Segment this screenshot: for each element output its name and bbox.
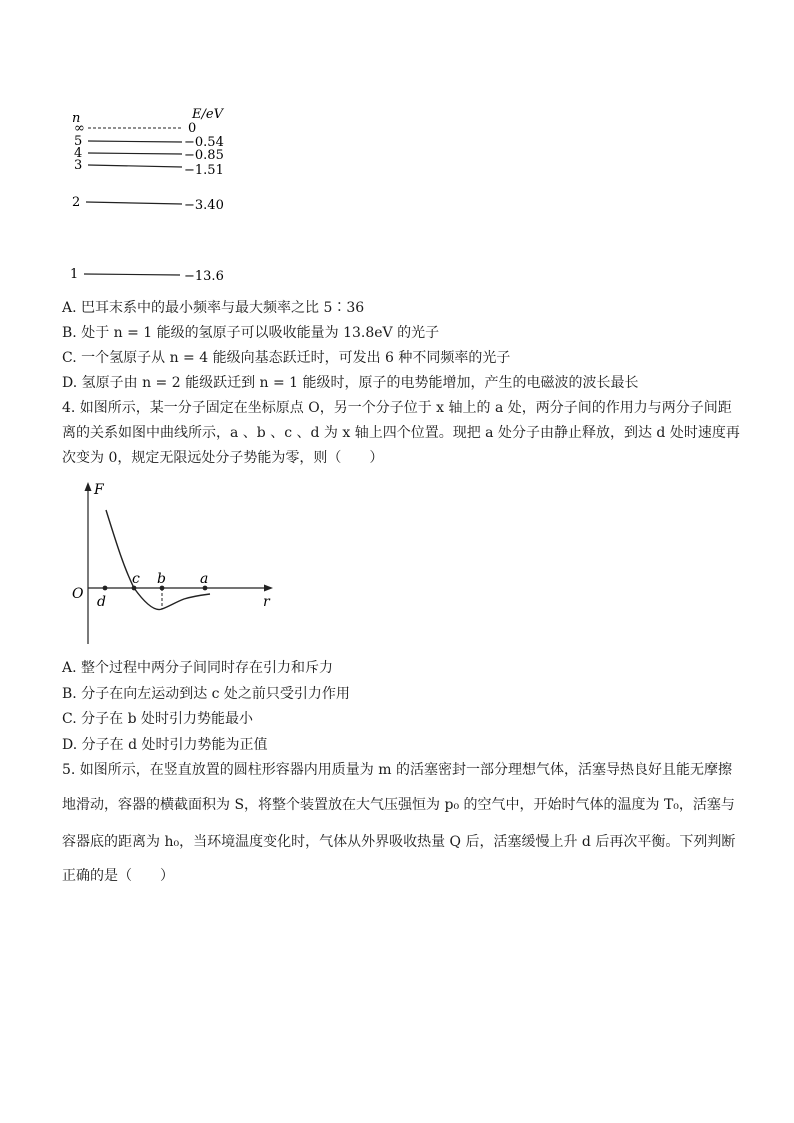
q4-option-b: B. 分子在向左运动到达 c 处之前只受引力作用 xyxy=(62,686,350,702)
level-line xyxy=(88,141,182,142)
point-d xyxy=(103,586,108,591)
level-n-label: 4 xyxy=(74,146,83,161)
q5-stem-line: 5. 如图所示，在竖直放置的圆柱形容器内用质量为 m 的活塞密封一部分理想气体，活塞导热良好且能无摩擦 xyxy=(62,762,732,778)
force-curve xyxy=(106,510,210,610)
q5-stem-line: 正确的是（ ） xyxy=(62,868,174,884)
level-line xyxy=(86,202,182,204)
q4-option-a: A. 整个过程中两分子间同时存在引力和斥力 xyxy=(62,660,334,676)
q4-stem-line: 离的关系如图中曲线所示，a 、b 、c 、d 为 x 轴上四个位置。现把 a 处分子由静止释放，到达 d 处时速度再 xyxy=(62,425,740,441)
level-n-label: 3 xyxy=(74,158,83,173)
n-axis-label: n xyxy=(72,111,81,126)
q5-stem-line: 容器底的距离为 h₀，当环境温度变化时，气体从外界吸收热量 Q 后，活塞缓慢上升 d 后再次平衡。下列判断 xyxy=(62,834,736,850)
level-energy-label: −0.85 xyxy=(184,148,224,163)
level-line xyxy=(88,165,182,167)
q4-option-d: D. 分子在 d 处时引力势能为正值 xyxy=(62,737,268,753)
level-n-label: ∞ xyxy=(74,121,85,136)
r-axis-label: r xyxy=(263,594,270,610)
q4-stem-line: 次变为 0，规定无限远处分子势能为零，则（ ） xyxy=(62,450,384,466)
q4-option-c: C. 分子在 b 处时引力势能最小 xyxy=(62,711,253,727)
q5-stem-line: 地滑动，容器的横截面积为 S，将整个装置放在大气压强恒为 p₀ 的空气中，开始时气体的温度为 T₀，活塞与 xyxy=(62,797,735,813)
q3-option-a: A. 巴耳末系中的最小频率与最大频率之比 5∶36 xyxy=(62,300,365,316)
q4-stem-line: 4. 如图所示，某一分子固定在坐标原点 O，另一个分子位于 x 轴上的 a 处，两分子间的作用力与两分子间距 xyxy=(62,400,732,416)
level-n-label: 5 xyxy=(74,134,83,149)
level-energy-label: 0 xyxy=(188,121,197,136)
point-a-label: a xyxy=(200,571,209,587)
level-n-label: 2 xyxy=(72,195,81,210)
level-energy-label: −1.51 xyxy=(184,163,224,178)
force-distance-graph xyxy=(60,478,290,650)
level-energy-label: −13.6 xyxy=(184,269,224,284)
point-b-label: b xyxy=(157,571,166,587)
q3-option-c: C. 一个氢原子从 n = 4 能级向基态跃迁时，可发出 6 种不同频率的光子 xyxy=(62,350,511,366)
point-c-label: c xyxy=(132,571,140,587)
energy-axis-label: E/eV xyxy=(192,107,223,122)
point-d-label: d xyxy=(97,594,106,610)
level-energy-label: −0.54 xyxy=(184,135,224,150)
q3-option-b: B. 处于 n = 1 能级的氢原子可以吸收能量为 13.8eV 的光子 xyxy=(62,325,440,341)
level-n-label: 1 xyxy=(70,267,79,282)
energy-level-diagram xyxy=(60,100,250,290)
level-line xyxy=(84,274,180,275)
level-line xyxy=(88,153,182,154)
f-axis-arrow xyxy=(85,482,92,491)
r-axis-arrow xyxy=(264,585,273,592)
q3-option-d: D. 氢原子由 n = 2 能级跃迁到 n = 1 能级时，原子的电势能增加，产生的电磁波的波长最长 xyxy=(62,375,639,391)
f-axis-label: F xyxy=(94,482,104,498)
origin-label: O xyxy=(72,586,84,602)
level-energy-label: −3.40 xyxy=(184,198,224,213)
